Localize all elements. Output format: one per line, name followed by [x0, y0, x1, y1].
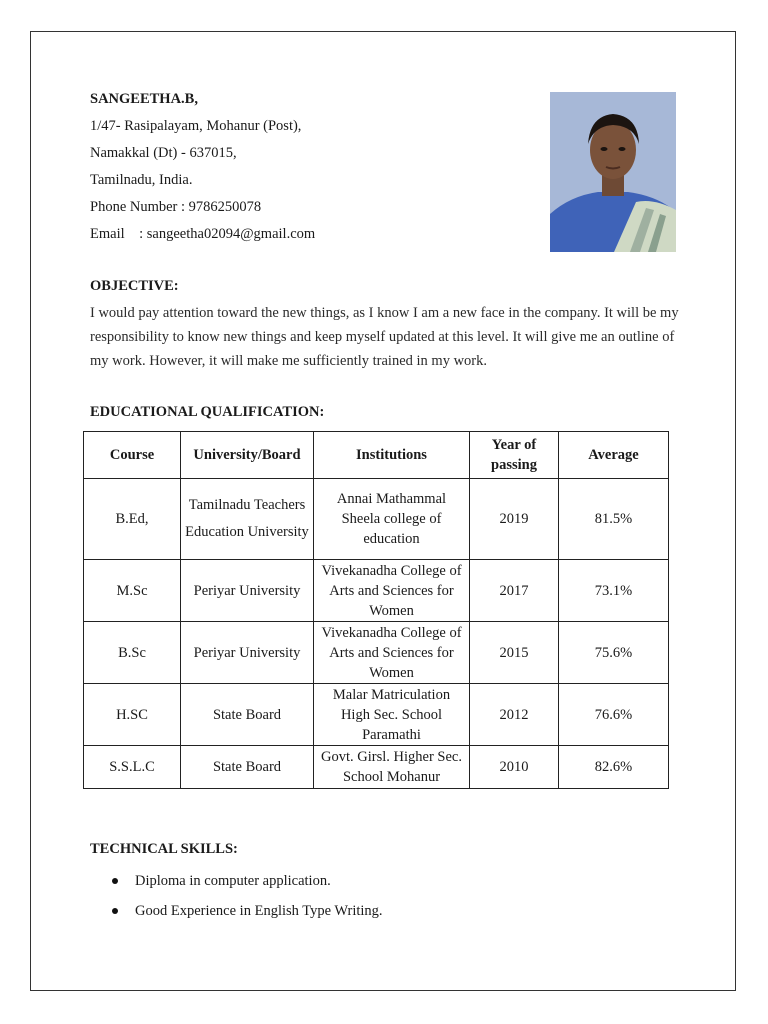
table-row: [84, 622, 669, 684]
header-course: Course: [84, 432, 181, 479]
header-institutions: Institutions: [314, 432, 470, 479]
cell-institution: Malar Matriculation High Sec. School Paramathi: [314, 684, 470, 746]
cell-university: Periyar University: [181, 560, 314, 622]
phone-number: Phone Number : 9786250078: [90, 199, 262, 215]
cell-university: State Board: [181, 746, 314, 789]
cell-average: 75.6%: [559, 622, 669, 684]
address-line-3: Tamilnadu, India.: [90, 172, 193, 188]
bullet-icon: [112, 878, 118, 884]
skill-text: Diploma in computer application.: [135, 873, 331, 889]
cell-institution: Govt. Girsl. Higher Sec. School Mohanur: [314, 746, 470, 789]
cell-institution: Vivekanadha College of Arts and Sciences for Women: [314, 560, 470, 622]
cell-institution: Annai Mathammal Sheela college of education: [314, 479, 470, 560]
cell-university: Periyar University: [181, 622, 314, 684]
candidate-name: SANGEETHA.B,: [90, 91, 198, 107]
cell-year: 2017: [470, 560, 559, 622]
skill-text: Good Experience in English Type Writing.: [135, 903, 383, 919]
cell-year: 2010: [470, 746, 559, 789]
list-item: [112, 866, 383, 896]
cell-year: 2019: [470, 479, 559, 560]
header-year: Year of passing: [470, 432, 559, 479]
cell-course: M.Sc: [84, 560, 181, 622]
address-line-1: 1/47- Rasipalayam, Mohanur (Post),: [90, 118, 302, 134]
education-title: EDUCATIONAL QUALIFICATION:: [90, 404, 325, 420]
table-row: [84, 684, 669, 746]
header-average: Average: [559, 432, 669, 479]
skills-title: TECHNICAL SKILLS:: [90, 841, 238, 857]
cell-course: B.Ed,: [84, 479, 181, 560]
bullet-icon: [112, 908, 118, 914]
cell-average: 73.1%: [559, 560, 669, 622]
list-item: [112, 896, 383, 926]
table-row: [84, 746, 669, 789]
profile-photo: [550, 92, 676, 252]
header-university: University/Board: [181, 432, 314, 479]
cell-year: 2012: [470, 684, 559, 746]
objective-text: I would pay attention toward the new things, as I know I am a new face in the company. It will be my responsibility to know new things and keep myself updated at this level. It will give me an outline of my work. However, it will make me sufficiently trained in my work.: [90, 305, 679, 369]
address-line-2: Namakkal (Dt) - 637015,: [90, 145, 237, 161]
email-address: Email : sangeetha02094@gmail.com: [90, 226, 316, 242]
cell-university: Tamilnadu Teachers Education University: [181, 479, 314, 560]
cell-course: H.SC: [84, 684, 181, 746]
table-header-row: [84, 432, 669, 479]
table-row: [84, 560, 669, 622]
cell-course: B.Sc: [84, 622, 181, 684]
cell-university: State Board: [181, 684, 314, 746]
cell-year: 2015: [470, 622, 559, 684]
objective-title: OBJECTIVE:: [90, 278, 179, 294]
contact-header: [90, 88, 315, 250]
skills-list: [112, 866, 383, 926]
cell-average: 76.6%: [559, 684, 669, 746]
table-row: [84, 479, 669, 560]
education-table: [83, 431, 669, 789]
cell-course: S.S.L.C: [84, 746, 181, 789]
cell-institution: Vivekanadha College of Arts and Sciences for Women: [314, 622, 470, 684]
cell-average: 81.5%: [559, 479, 669, 560]
cell-average: 82.6%: [559, 746, 669, 789]
